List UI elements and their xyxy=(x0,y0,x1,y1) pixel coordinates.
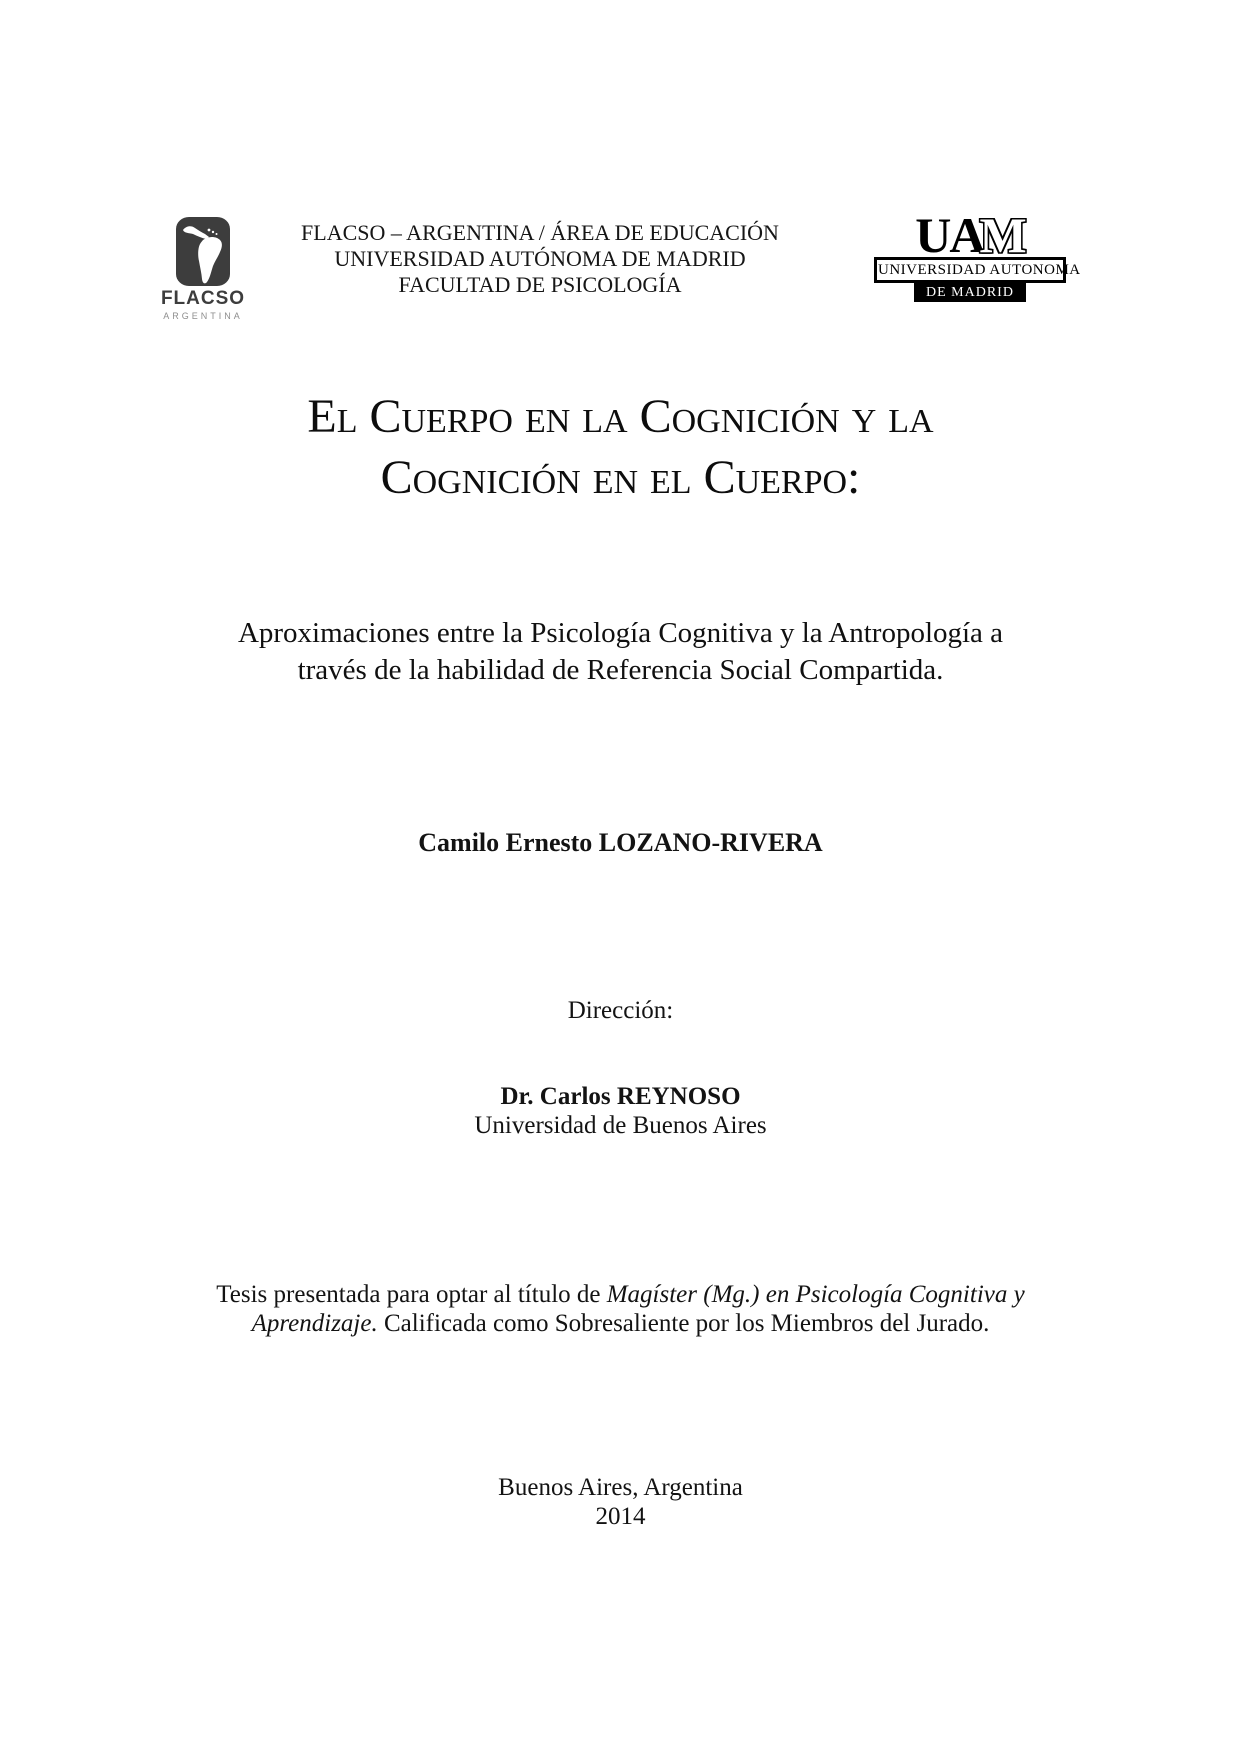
director-affiliation: Universidad de Buenos Aires xyxy=(474,1112,767,1139)
director-name: Dr. Carlos REYNOSO xyxy=(500,1083,741,1110)
director-block xyxy=(0,1082,1241,1140)
uam-monogram-solid: UA xyxy=(915,207,984,263)
subtitle-line-1: Aproximaciones entre la Psicología Cognitiva y la Antropología a xyxy=(237,617,1004,649)
institution-header xyxy=(248,220,832,298)
thesis-note-line-2 xyxy=(0,1309,1241,1338)
thesis-note-italic: Aprendizaje. xyxy=(251,1310,378,1337)
subtitle-line-2: través de la habilidad de Referencia Social Compartida. xyxy=(297,654,944,686)
uam-monogram-outline: M xyxy=(979,207,1025,263)
institution-line: FACULTAD DE PSICOLOGÍA xyxy=(398,272,682,297)
flacso-country-label: ARGENTINA xyxy=(163,311,243,321)
thesis-note-line-1 xyxy=(0,1280,1241,1309)
place: Buenos Aires, Argentina xyxy=(498,1474,743,1501)
title-line-1: El Cuerpo en la Cognición y la xyxy=(307,390,934,443)
institution-line: UNIVERSIDAD AUTÓNOMA DE MADRID xyxy=(334,246,746,271)
thesis-note xyxy=(0,1280,1241,1338)
uam-band-text: DE MADRID xyxy=(914,283,1026,302)
year: 2014 xyxy=(595,1503,646,1530)
author-name: Camilo Ernesto LOZANO-RIVERA xyxy=(418,828,823,857)
page-title xyxy=(0,386,1241,508)
place-date xyxy=(0,1473,1241,1531)
direction-label: Dirección: xyxy=(567,997,674,1024)
uam-logo xyxy=(874,207,1081,302)
thesis-note-italic: Magíster (Mg.) en Psicología Cognitiva y xyxy=(606,1281,1025,1308)
flacso-logo xyxy=(156,217,250,321)
institution-line: FLACSO – ARGENTINA / ÁREA DE EDUCACIÓN xyxy=(301,220,779,245)
thesis-note-roman: Calificada como Sobresaliente por los Miembros del Jurado. xyxy=(383,1310,990,1337)
uam-monogram xyxy=(874,207,1066,263)
latin-america-map-icon xyxy=(176,217,230,286)
subtitle xyxy=(0,615,1241,689)
uam-frame-text: UNIVERSIDAD AUTONOMA xyxy=(874,257,1066,283)
title-line-2: Cognición en el Cuerpo: xyxy=(380,451,861,504)
flacso-wordmark: FLACSO xyxy=(160,288,246,309)
thesis-note-roman: Tesis presentada para optar al título de xyxy=(216,1281,601,1308)
